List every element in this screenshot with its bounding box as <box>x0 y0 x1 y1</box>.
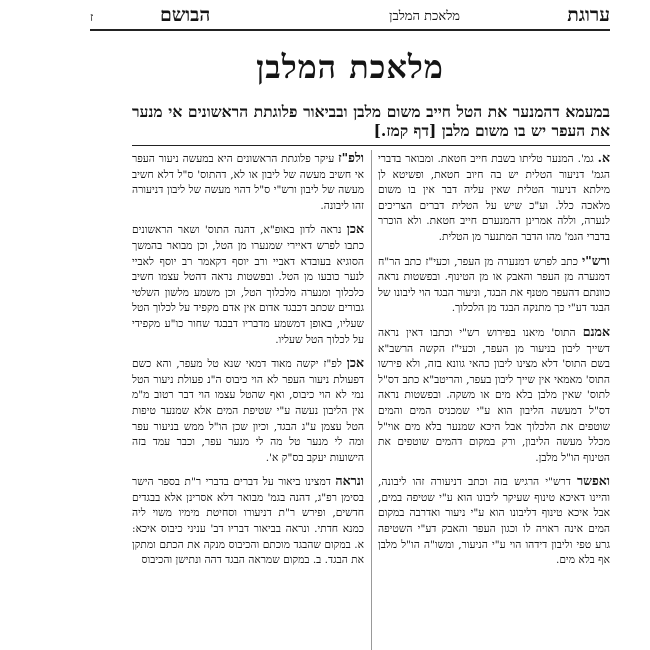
paragraph <box>378 150 610 246</box>
paragraph-text: עיקר פלוגתת הראשונים היא במעשה ניעור העפר אי חשיב מעשה של ליבון או לא, דהתוס' ס"ל דלא חשיב מעשה של ליבון ורש"י ס"ל דהוי מעשה של ליבון דניעורה זהו ליבונה. <box>132 153 364 212</box>
paragraph-lead: אכן <box>346 355 364 371</box>
running-header <box>90 4 610 28</box>
text-column-left <box>132 150 364 576</box>
paragraph-lead: אמנם <box>582 323 610 339</box>
page-number: ז <box>90 10 94 24</box>
paragraph-lead: ונראה <box>335 473 364 489</box>
paragraph-lead: אכן <box>346 221 364 237</box>
paragraph <box>378 324 610 466</box>
chapter-title: מלאכת המלבן <box>256 48 444 86</box>
paragraph-lead: ולפ"ז <box>338 150 364 165</box>
paragraph-lead: ואפשר <box>576 473 610 489</box>
column-divider <box>371 150 372 650</box>
paragraph-text: לפ"ז יקשה מאוד דמאי שנא טל מעפר, והא כשם דפעולת ניעור העפר לא הוי כיבוס ה"נ פעולת ניעור הטל נמי לא הוי כיבוס, ואף שהטל עצמו הוי דבר רטוב מ"מ אין הליבון נעשה ע"י שטיפת המים אלא שמנער טיפות הטל עצמן ע"ג הבגד, וכיון שכן הו"ל ממש בניעור עפר ומה לי מנער טל מה לי מנער עפר, וכבר עמד בזה הישועות יעקב בס"ק א'. <box>132 358 364 464</box>
paragraph-text: גמ'. המנער טליתו בשבת חייב חטאת. ומבואר בדברי הגמ' דניעור הטלית יש בה חיוב חטאת, ופשיטא לן מילתא דניעור הטלית שאין עליה דבר אין בו משום מלאכה כלל. וע"כ שיש על הטלית דברים הצריכים לנערה, וללה אמרינן דהמנערם חייב חטאת. ולא הוכרר בדברי הגמ' מהו הדבר המתנער מן הטלית. <box>378 153 610 243</box>
paragraph <box>132 473 364 569</box>
paragraph-text: דרש"י הרגיש בזה וכתב דניעורה זהו ליבונה, והיינו דאיכא טינוף שעיקר ליבונו הוא ע"י שטיפה במים, אבל איכא טינוף דליבונו הוא ע"י ניעור ואדרבה במקום המים אינה ראויה לו וכגון העפר והאבק דע"י השטיפה גרע טפי וליבון דידהו הוי ע"י הניעור, ומשו"ה הו"ל מלבן אף בלא מים. <box>378 476 610 567</box>
paragraph-text: נראה לדון באופ"א, דהנה התוס' ושאר הראשונים כתבו לפרש דאיירי שמנערו מן הטל, וכן מבואר בהמשך הסוגיא בעובדא דאביי ורב יוסף דקאמר רב יוסף לאביי לנער כובעו מן הטל. ובפשטות נראה דהטל עצמו חשיב כלכלוך ומנערה מלכלוך הטל, וכן משמע מלשון השלטי גבורים שכתב דכבגד אדום אין אדם מקפיד על לכלוך הטל שעליו, באופן דמשמע מדבריו דבבגד שחור כו"ע מקפידי על לכלוך הטל שעליו. <box>132 224 364 346</box>
header-series-title: ערוגת <box>567 4 610 26</box>
paragraph <box>378 253 610 317</box>
paragraph <box>132 221 364 348</box>
paragraph-lead: א. <box>597 150 610 165</box>
paragraph-lead: ורש"י <box>582 252 610 268</box>
paragraph-text: דמצינו ביאור על דברים בדברי ר"ת בספר הישר בסימן רפ"ג, דהנה בגמ' מבואר דלא אסרינן אלא בבגדים חדשים, ופירש ר"ת דניעורו וסחיטת מימיו משוי ליה כמנא חדתי. ונראה בביאור דבריו דב' עניני כיבוס איכא: א. במקום שהבגד מוכתם והכיבוס מנקה את הכתם ומתקן את הבגד. ב. במקום שמראה הבגד דהה ונתישן והכיבוס <box>132 476 364 567</box>
paragraph <box>132 150 364 214</box>
paragraph-text: כתב לפרש דמנערה מן העפר, וכעי"ז כתב הר"ח דמנערה מן העפר והאבק או מן הטינוף. ובפשטות נראה כוונתם דהעפר מטנף את הבגד, וניעור הבגד הוי ליבונו של הבגד דע"י כך מתנקה הבגד מן הלכלוך. <box>378 255 610 315</box>
header-rule <box>90 29 610 31</box>
header-section-title: מלאכת המלבן <box>389 9 460 24</box>
heading-rule <box>132 145 610 146</box>
paragraph-text: התוס' מיאנו בפירוש רש"י וכתבו דאין נראה דשייך ליבון בניעור מן העפר, וכעי"ז הקשה הרשב"א בשם התוס' דלא מצינו ליבון כהאי גוונא בזה, ולא פירשו התוס' מאמאי אין שייך ליבון בעפר, והריטב"א כתב דס"ל לתוס' שאין מלבן בלא מים או משקה. ובפשטות נראה דס"ל דמעשה הליבון הוא ע"י שמכניס המים והמים שוטפים את הלכלוך אבל היכא שמנער בלא מים אוי"ל מכלל מעשה הליבון, ורק במקום דהמים שוטפים את הטינוף הו"ל מלבן. <box>378 326 610 464</box>
paragraph <box>132 355 364 466</box>
text-column-right <box>378 150 610 576</box>
section-heading: במעמא דהמנער את הטל חייב משום מלבן ובביאור פלוגתת הראשונים אי מנער את העפר יש בו משום מלבן [דף קמז.] <box>132 102 610 140</box>
paragraph <box>378 473 610 569</box>
header-book-title: הבושם <box>160 4 211 26</box>
